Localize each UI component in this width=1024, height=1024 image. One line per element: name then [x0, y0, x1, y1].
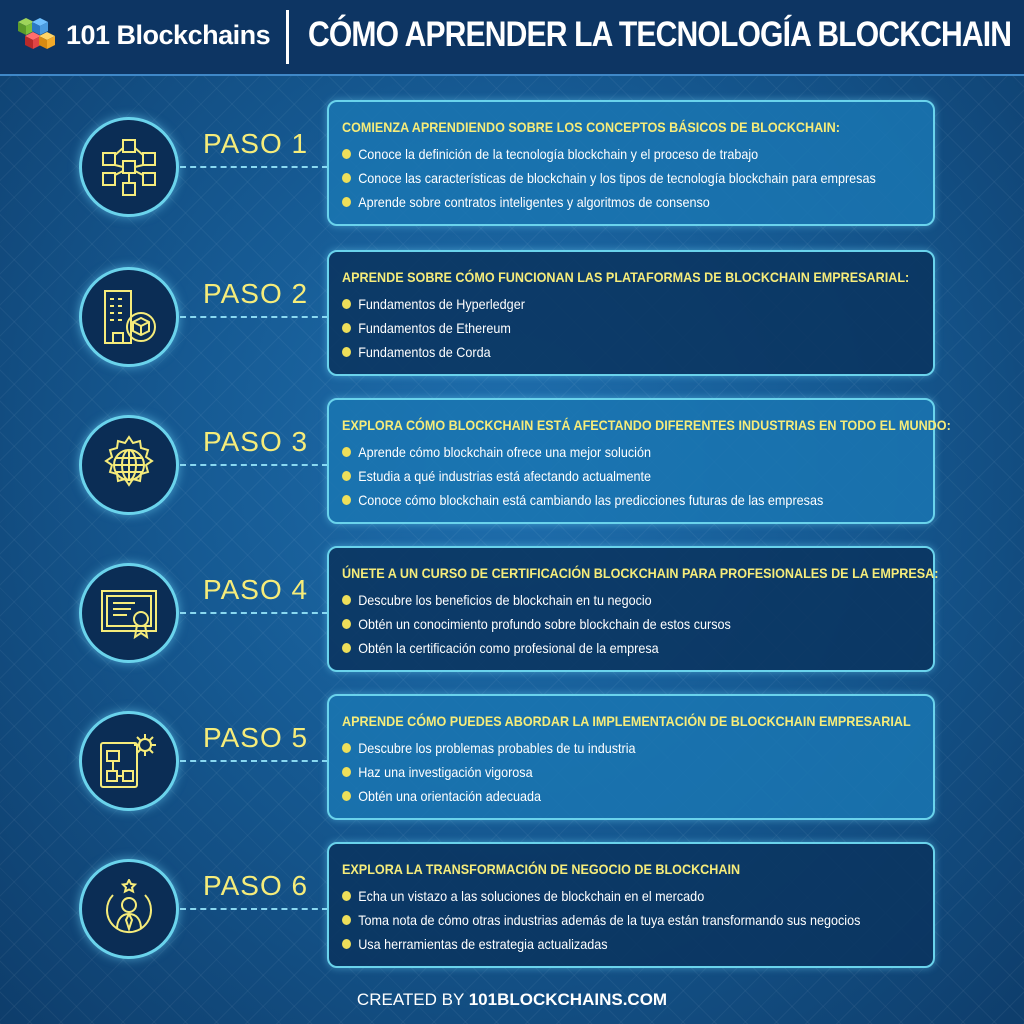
- list-item: Estudia a qué industrias está afectando actualmente: [342, 464, 823, 488]
- step-6-label: PASO 6: [203, 870, 309, 901]
- bullet-icon: [342, 323, 351, 333]
- step-1: [0, 100, 1024, 230]
- step-2-connector: [180, 316, 328, 318]
- step-4-icon-badge: [79, 563, 179, 663]
- step-5-connector: [180, 760, 328, 762]
- bullet-icon: [342, 767, 351, 777]
- footer-credit: [0, 990, 1024, 1010]
- bullet-icon: [342, 643, 351, 653]
- step-4-label: PASO 4: [203, 574, 309, 605]
- enterprise-building-icon: [99, 287, 159, 347]
- list-item: Usa herramientas de estrategia actualizadas: [342, 932, 860, 956]
- certificate-icon: [99, 583, 159, 643]
- bullet-icon: [342, 471, 351, 481]
- header-divider: [286, 10, 289, 64]
- header-bar: [0, 0, 1024, 76]
- list-item: Haz una investigación vigorosa: [342, 760, 636, 784]
- step-4: [0, 546, 1024, 676]
- page-title: CÓMO APRENDER LA TECNOLOGÍA BLOCKCHAIN: [308, 15, 1012, 54]
- step-1-label: PASO 1: [203, 128, 309, 159]
- bullet-icon: [342, 299, 351, 309]
- bullet-icon: [342, 173, 351, 183]
- list-item: Obtén la certificación como profesional de la empresa: [342, 636, 731, 660]
- list-item: Descubre los problemas probables de tu industria: [342, 736, 636, 760]
- step-2-label: PASO 2: [203, 278, 309, 309]
- bullet-icon: [342, 939, 351, 949]
- list-item: Conoce las características de blockchain y los tipos de tecnología blockchain para empresas: [342, 166, 876, 190]
- blocks-network-icon: [99, 137, 159, 197]
- step-3-card: [327, 398, 951, 524]
- list-item: Obtén un conocimiento profundo sobre blockchain de estos cursos: [342, 612, 731, 636]
- list-item: Conoce cómo blockchain está cambiando las predicciones futuras de las empresas: [342, 488, 823, 512]
- step-3-icon-badge: [79, 415, 179, 515]
- step-3: [0, 398, 1024, 528]
- step-3-list: [342, 440, 877, 512]
- step-6-connector: [180, 908, 328, 910]
- list-item: Echa un vistazo a las soluciones de blockchain en el mercado: [342, 884, 860, 908]
- step-6-list: [342, 884, 918, 956]
- step-2-icon-badge: [79, 267, 179, 367]
- business-person-icon: [99, 879, 159, 939]
- list-item: Descubre los beneficios de blockchain en tu negocio: [342, 588, 731, 612]
- list-item: Aprende sobre contratos inteligentes y algoritmos de consenso: [342, 190, 876, 214]
- step-4-list: [342, 588, 774, 660]
- step-1-card: [327, 100, 935, 226]
- step-4-card: [327, 546, 939, 672]
- step-1-list: [342, 142, 935, 214]
- step-5-list: [342, 736, 668, 808]
- list-item: Toma nota de cómo otras industrias además de la tuya están transformando sus negocios: [342, 908, 860, 932]
- step-1-icon-badge: [79, 117, 179, 217]
- bullet-icon: [342, 743, 351, 753]
- step-3-connector: [180, 464, 328, 466]
- implementation-flow-icon: [99, 731, 159, 791]
- footer-prefix: CREATED BY: [356, 990, 469, 1009]
- footer-site-link[interactable]: 101BLOCKCHAINS.COM: [468, 990, 668, 1009]
- step-3-label: PASO 3: [203, 426, 309, 457]
- step-6-title: EXPLORA LA TRANSFORMACIÓN DE NEGOCIO DE BLOCKCHAIN: [342, 861, 741, 877]
- step-2-card: [327, 250, 935, 376]
- step-5-icon-badge: [79, 711, 179, 811]
- bullet-icon: [342, 495, 351, 505]
- list-item: Conoce la definición de la tecnología blockchain y el proceso de trabajo: [342, 142, 876, 166]
- step-2: [0, 250, 1024, 380]
- step-6-card: [327, 842, 935, 968]
- step-1-title: COMIENZA APRENDIENDO SOBRE LOS CONCEPTOS BÁSICOS DE BLOCKCHAIN:: [342, 119, 840, 135]
- step-2-title: APRENDE SOBRE CÓMO FUNCIONAN LAS PLATAFORMAS DE BLOCKCHAIN EMPRESARIAL:: [342, 269, 910, 285]
- list-item: Aprende cómo blockchain ofrece una mejor solución: [342, 440, 823, 464]
- step-3-title: EXPLORA CÓMO BLOCKCHAIN ESTÁ AFECTANDO DIFERENTES INDUSTRIAS EN TODO EL MUNDO:: [342, 417, 951, 433]
- bullet-icon: [342, 915, 351, 925]
- brand-name: 101 Blockchains: [66, 20, 271, 50]
- step-6: [0, 842, 1024, 972]
- globe-gear-icon: [99, 435, 159, 495]
- bullet-icon: [342, 595, 351, 605]
- bullet-icon: [342, 149, 351, 159]
- blockchain-cubes-logo-icon: [16, 14, 64, 58]
- bullet-icon: [342, 791, 351, 801]
- step-6-icon-badge: [79, 859, 179, 959]
- step-2-list: [342, 292, 545, 364]
- bullet-icon: [342, 619, 351, 629]
- list-item: Fundamentos de Ethereum: [342, 316, 525, 340]
- step-5-title: APRENDE CÓMO PUEDES ABORDAR LA IMPLEMENTACIÓN DE BLOCKCHAIN EMPRESARIAL: [342, 713, 911, 729]
- step-4-title: ÚNETE A UN CURSO DE CERTIFICACIÓN BLOCKCHAIN PARA PROFESIONALES DE LA EMPRESA:: [342, 565, 939, 581]
- step-1-connector: [180, 166, 328, 168]
- step-5-label: PASO 5: [203, 722, 309, 753]
- step-5: [0, 694, 1024, 824]
- bullet-icon: [342, 891, 351, 901]
- bullet-icon: [342, 347, 351, 357]
- bullet-icon: [342, 447, 351, 457]
- step-5-card: [327, 694, 935, 820]
- list-item: Fundamentos de Hyperledger: [342, 292, 525, 316]
- list-item: Fundamentos de Corda: [342, 340, 525, 364]
- list-item: Obtén una orientación adecuada: [342, 784, 636, 808]
- step-4-connector: [180, 612, 328, 614]
- bullet-icon: [342, 197, 351, 207]
